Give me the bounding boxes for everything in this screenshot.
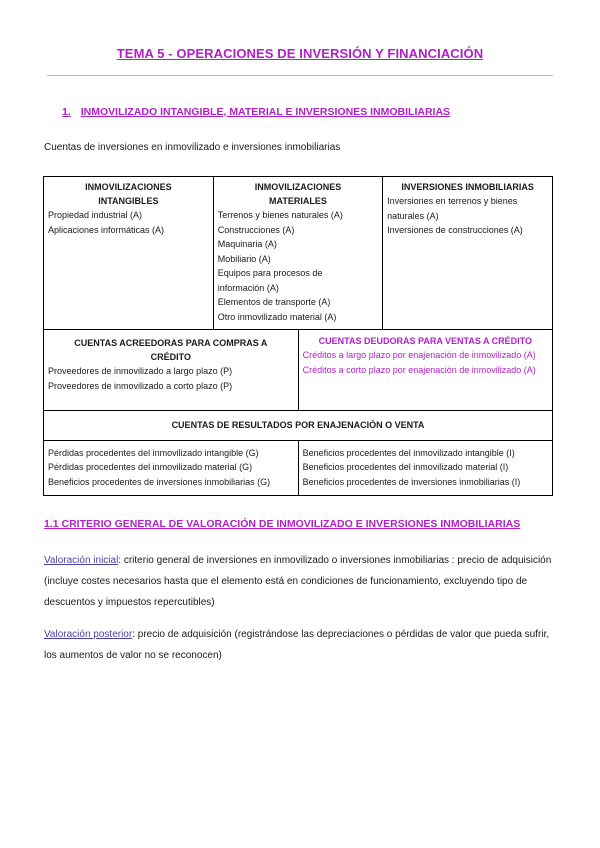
cell-deudoras [298,330,552,411]
resultados-header: CUENTAS DE RESULTADOS POR ENAJENACIÓN O VENTA [44,411,553,441]
section-1-heading [62,106,450,118]
list-item: Maquinaria (A) [217,239,277,249]
cell-acreedoras [44,330,299,411]
cell-perdidas [44,440,299,496]
materiales-header-line2: MATERIALES [269,196,327,206]
valoracion-posterior-link[interactable]: Valoración posterior [44,629,133,640]
list-item: Beneficios procedentes de inversiones inmobiliarias (I) [302,476,521,487]
list-item: Otro inmovilizado material (A) [217,311,337,322]
document-title: TEMA 5 - OPERACIONES DE INVERSIÓN Y FINANCIACIÓN [116,46,484,61]
intangibles-header-line2: INTANGIBLES [98,196,159,206]
table-row [44,411,553,441]
table-row [44,330,553,411]
intangibles-header-line1: INMOVILIZACIONES [85,182,172,192]
accounts-table [43,176,553,496]
list-item: Propiedad industrial (A) [48,210,143,220]
acreedoras-header: CUENTAS ACREEDORAS PARA COMPRAS A CRÉDITO [74,338,268,362]
list-item: Mobiliario (A) [217,253,271,264]
title-divider [47,75,553,76]
valoracion-inicial-link[interactable]: Valoración inicial [44,555,119,566]
intangibles-header [48,180,209,208]
list-item: Beneficios procedentes de inversiones inmobiliarias (G) [48,476,271,487]
list-item: Beneficios procedentes del inmovilizado material (I) [302,462,509,472]
cell-intangibles [44,177,214,330]
materiales-header [218,180,378,208]
valoracion-posterior-text: : precio de adquisición (registrándose las depreciaciones o pérdidas de valor que pueda sufrir, los aumentos de valor no se reconocen) [44,629,550,661]
list-item: Elementos de transporte (A) [217,297,331,307]
valoracion-inicial-paragraph [44,550,554,613]
valoracion-inicial-text: : criterio general de inversiones en inmovilizado o inversiones inmobiliarias : precio de adquisición (incluye costes necesarios hasta que el elemento está en condiciones de funcionamiento, excluyendo tipo de descuentos y impuestos repercutibles) [44,555,552,608]
list-item: Terrenos y bienes naturales (A) [217,210,343,220]
list-item: Proveedores de inmovilizado a corto plazo (P) [48,380,233,391]
list-item: Aplicaciones informáticas (A) [48,224,165,235]
inmobiliarias-header: INVERSIONES INMOBILIARIAS [401,182,534,192]
list-item: Inversiones de construcciones (A) [387,225,523,235]
deudoras-header: CUENTAS DEUDORAS PARA VENTAS A CRÉDITO [318,336,532,346]
list-item: Equipos para procesos de información (A) [217,268,323,293]
list-item: Construcciones (A) [217,224,295,235]
table-row [44,177,553,330]
list-item: Pérdidas procedentes del inmovilizado material (G) [48,462,253,472]
cell-materiales [213,177,382,330]
list-item: Proveedores de inmovilizado a largo plazo (P) [48,366,233,376]
table-row [44,440,553,496]
list-item: Pérdidas procedentes del inmovilizado intangible (G) [48,447,259,458]
section-1-1-heading: 1.1 CRITERIO GENERAL DE VALORACIÓN DE INMOVILIZADO E INVERSIONES INMOBILIARIAS [44,518,521,530]
cell-beneficios [298,440,552,496]
list-item: Créditos a largo plazo por enajenación de inmovilizado (A) [302,350,536,360]
list-item: Inversiones en terrenos y bienes naturales (A) [387,196,518,221]
list-item: Beneficios procedentes del inmovilizado intangible (I) [302,447,515,458]
valoracion-posterior-paragraph [44,624,554,666]
cell-inmobiliarias [383,177,553,330]
section-1-intro: Cuentas de inversiones en inmovilizado e inversiones inmobiliarias [44,142,341,153]
materiales-header-line1: INMOVILIZACIONES [254,182,342,192]
section-1-title: INMOVILIZADO INTANGIBLE, MATERIAL E INVERSIONES INMOBILIARIAS [80,106,451,118]
list-item: Créditos a corto plazo por enajenación de inmovilizado (A) [302,364,536,375]
section-1-number: 1. [62,106,71,118]
